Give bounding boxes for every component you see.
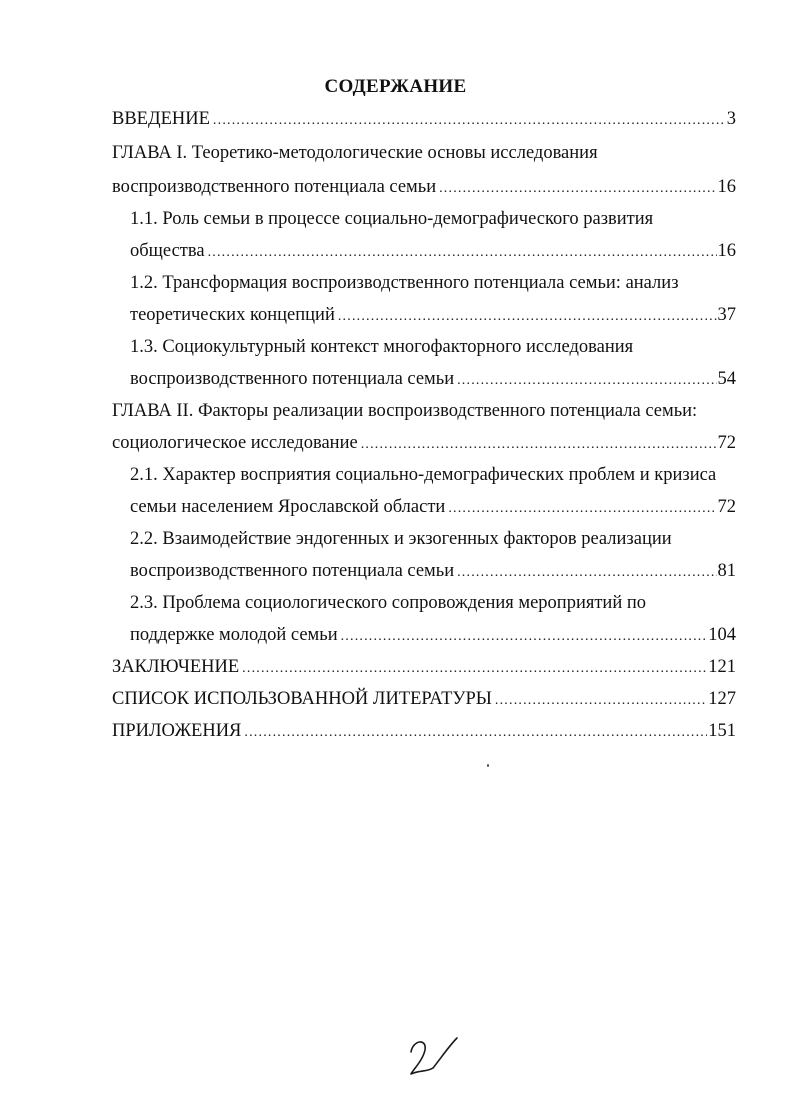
toc-entry-appendices[interactable] [112, 716, 736, 746]
toc-entry-text: общества [130, 241, 205, 261]
toc-entry-2-3-line2[interactable] [130, 620, 736, 650]
dot-leader [457, 558, 716, 588]
dot-leader [208, 238, 717, 268]
toc-entry-1-3-line1[interactable] [130, 332, 633, 362]
toc-entry-1-1-line2[interactable] [130, 236, 736, 266]
scan-speck [487, 764, 489, 767]
toc-entry-text: ВВЕДЕНИЕ [112, 109, 210, 129]
dot-leader [338, 302, 717, 332]
toc-entry-chapter-2-line1[interactable] [112, 396, 697, 426]
handwritten-page-number [405, 1030, 465, 1080]
toc-entry-text: 2.3. Проблема социологического сопровождения мероприятий по [130, 593, 647, 613]
dot-leader [448, 494, 716, 524]
toc-entry-text: ЗАКЛЮЧЕНИЕ [112, 657, 240, 677]
toc-entry-1-2-line2[interactable] [130, 300, 736, 330]
toc-entry-2-1-line1[interactable] [130, 460, 716, 490]
dot-leader [361, 430, 717, 460]
toc-entry-text: 1.1. Роль семьи в процессе социально-демографического развития [130, 209, 654, 229]
toc-entry-page: 16 [717, 241, 736, 261]
toc-title: СОДЕРЖАНИЕ [324, 76, 467, 97]
toc-entry-page: 16 [717, 177, 736, 197]
toc-entry-page: 54 [717, 369, 736, 389]
dot-leader [213, 106, 726, 136]
toc-entry-text: 2.2. Взаимодействие эндогенных и экзогенных факторов реализации [130, 529, 672, 549]
dot-leader [457, 366, 716, 396]
toc-entry-2-2-line2[interactable] [130, 556, 736, 586]
dot-leader [242, 654, 707, 684]
toc-entry-1-1-line1[interactable] [130, 204, 653, 234]
toc-entry-text: 1.3. Социокультурный контекст многофакторного исследования [130, 337, 634, 357]
toc-entry-chapter-2-line2[interactable] [112, 428, 736, 458]
toc-entry-page: 72 [717, 497, 736, 517]
dot-leader [439, 174, 716, 204]
toc-entry-2-3-line1[interactable] [130, 588, 646, 618]
toc-entry-page: 81 [717, 561, 736, 581]
toc-entry-text: теоретических концепций [130, 305, 335, 325]
toc-entry-chapter-1-line2[interactable] [112, 172, 736, 202]
toc-entry-1-2-line1[interactable] [130, 268, 679, 298]
toc-entry-page: 3 [726, 109, 736, 129]
toc-entry-page: 151 [708, 721, 736, 741]
toc-entry-1-3-line2[interactable] [130, 364, 736, 394]
toc-entry-page: 127 [708, 689, 736, 709]
toc-entry-text: воспроизводственного потенциала семьи [112, 177, 437, 197]
toc-entry-page: 121 [708, 657, 736, 677]
dot-leader [495, 686, 707, 716]
toc-entry-text: 2.1. Характер восприятия социально-демографических проблем и кризиса [130, 465, 717, 485]
toc-entry-page: 37 [717, 305, 736, 325]
toc-entry-text: ПРИЛОЖЕНИЯ [112, 721, 242, 741]
toc-entry-chapter-1-line1[interactable] [112, 138, 598, 168]
toc-entry-text: ГЛАВА II. Факторы реализации воспроизводственного потенциала семьи: [112, 401, 698, 421]
toc-entry-2-1-line2[interactable] [130, 492, 736, 522]
toc-entry-text: социологическое исследование [112, 433, 358, 453]
toc-entry-page: 104 [708, 625, 736, 645]
toc-entry-text: 1.2. Трансформация воспроизводственного потенциала семьи: анализ [130, 273, 679, 293]
toc-entry-text: поддержке молодой семьи [130, 625, 338, 645]
toc-entry-page: 72 [717, 433, 736, 453]
toc-entry-text: воспроизводственного потенциала семьи [130, 561, 455, 581]
toc-entry-text: воспроизводственного потенциала семьи [130, 369, 455, 389]
toc-entry-2-2-line1[interactable] [130, 524, 672, 554]
toc-entry-introduction[interactable] [112, 104, 736, 134]
toc-entry-bibliography[interactable] [112, 684, 736, 714]
toc-entry-conclusion[interactable] [112, 652, 736, 682]
dot-leader [341, 622, 708, 652]
toc-entry-text: ГЛАВА I. Теоретико-методологические основы исследования [112, 143, 598, 163]
toc-entry-text: семьи населением Ярославской области [130, 497, 446, 517]
dot-leader [244, 718, 707, 748]
toc-entry-text: СПИСОК ИСПОЛЬЗОВАННОЙ ЛИТЕРАТУРЫ [112, 689, 492, 709]
